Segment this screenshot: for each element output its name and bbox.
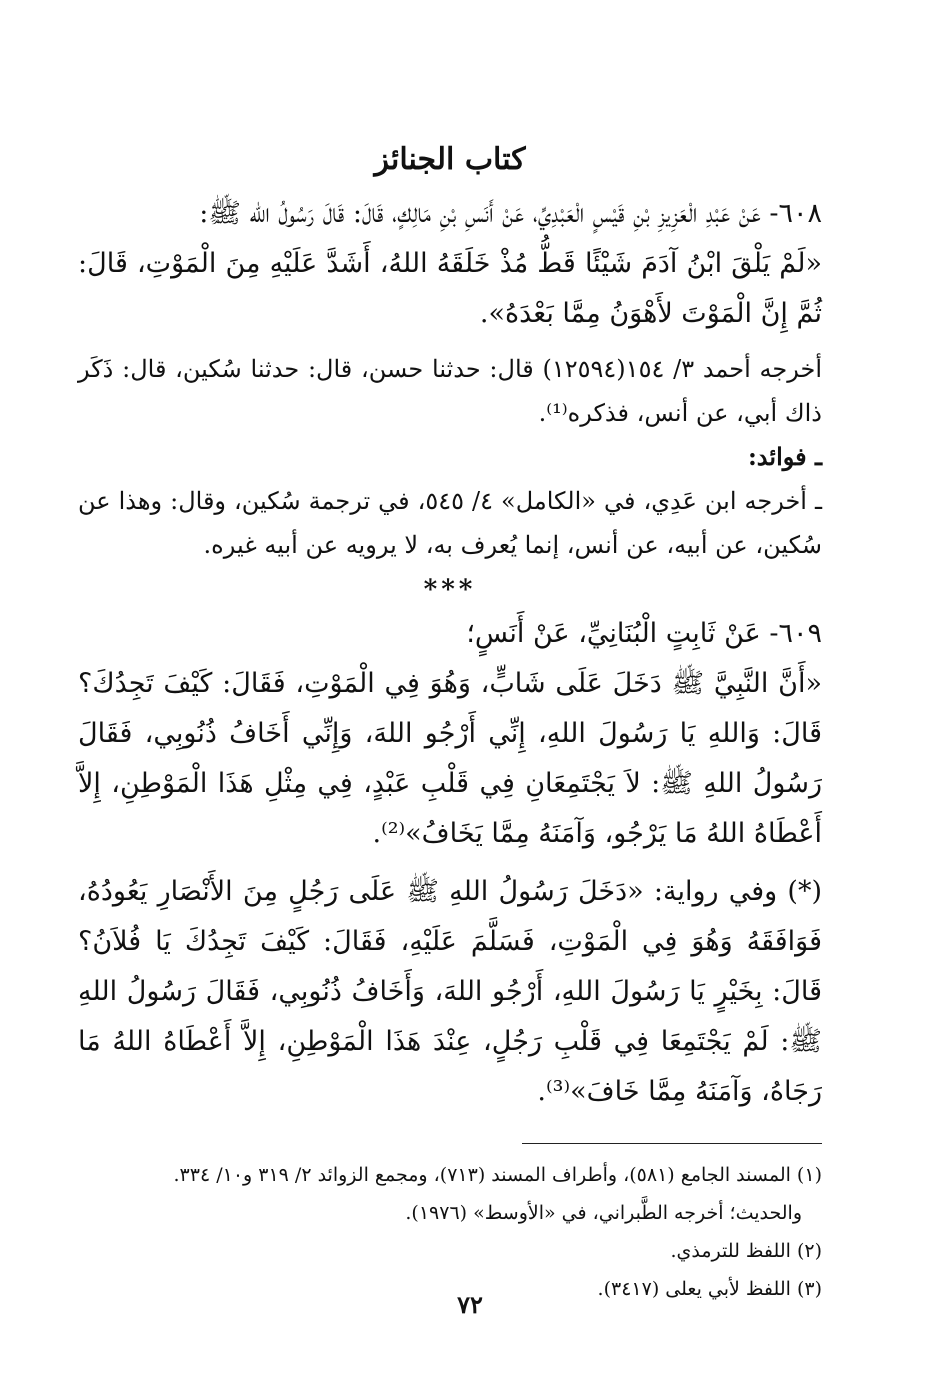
- footnote-2: (٢) اللفظ للترمذي.: [670, 1240, 822, 1262]
- fawaid-text: ـ أخرجه ابن عَدِي، في «الكامل» ٤/ ٥٤٥، في ترجمة سُكين، وقال: وهذا عن سُكين، عن أبيه، عن أنس، إنما يُعرف به، لا يرويه عن أبيه غيره.: [78, 487, 822, 559]
- hadith-609-intro: ٦٠٩- عَنْ ثَابِتٍ الْبُنَانِيِّ، عَنْ أَنَسٍ؛: [466, 618, 822, 649]
- footnote-1-continued: والحديث؛ أخرجه الطَّبراني، في «الأوسط» (١٩٧٦).: [405, 1202, 802, 1224]
- page-number: ٧٢: [457, 1290, 483, 1319]
- footnotes: [78, 1156, 822, 1308]
- footnote-1: (١) المسند الجامع (٥٨١)، وأطراف المسند (٧١٣)، ومجمع الزوائد ٢/ ٣١٩ و١٠/ ٣٣٤.: [173, 1164, 822, 1186]
- chapter-title: كتاب الجنائز: [374, 142, 526, 177]
- section-separator: ***: [423, 575, 477, 605]
- footnote-3: (٣) اللفظ لأبي يعلى (٣٤١٧).: [597, 1278, 822, 1300]
- hadith-609-text: «أَنَّ النَّبِيَّ ﷺ دَخَلَ عَلَى شَابٍّ، وَهُوَ فِي الْمَوْتِ، فَقَالَ: كَيْفَ تَجِدُكَ؟ قَالَ: وَاللهِ يَا رَسُولَ اللهِ، إِنِّي أَرْجُو اللهَ، وَإِنِّي أَخَافُ ذُنُوبِي، فَقَالَ رَسُولُ اللهِ ﷺ: لاَ يَجْتَمِعَانِ فِي قَلْبِ عَبْدٍ، فِي مِثْلِ هَذَا الْمَوْطِنِ، إِلاَّ أَعْطَاهُ اللهُ مَا يَرْجُو، وَآمَنَهُ مِمَّا يَخَافُ»⁽²⁾.: [78, 668, 822, 849]
- hadith-608-takhrij: أخرجه أحمد ٣/ ١٥٤(١٢٥٩٤) قال: حدثنا حسن، قال: حدثنا سُكين، قال: ذَكَر ذاك أبي، عن أنس، فذكره⁽¹⁾.: [78, 355, 822, 427]
- hadith-609-riwaya: (*) وفي رواية: «دَخَلَ رَسُولُ اللهِ ﷺ عَلَى رَجُلٍ مِنَ الأَنْصَارِ يَعُودُهُ، فَوَافَقَهُ وَهُوَ فِي الْمَوْتِ، فَسَلَّمَ عَلَيْهِ، فَقَالَ: كَيْفَ تَجِدُكَ يَا فُلاَنُ؟ قَالَ: بِخَيْرٍ يَا رَسُولَ اللهِ، أَرْجُو اللهَ، وَأَخَافُ ذُنُوبِي، فَقَالَ رَسُولُ اللهِ ﷺ: لَمْ يَجْتَمِعَا فِي قَلْبِ رَجُلٍ، عِنْدَ هَذَا الْمَوْطِنِ، إِلاَّ أَعْطَاهُ اللهُ مَا رَجَاهُ، وَآمَنَهُ مِمَّا خَافَ»⁽³⁾.: [78, 876, 822, 1107]
- hadith-608-intro: ٦٠٨- عَنْ عَبْدِ الْعَزِيزِ بْنِ قَيْسٍ الْعَبْدِيِّ، عَنْ أَنَسِ بْنِ مَالِكٍ، قَالَ: قَالَ رَسُولُ الله ﷺ:: [199, 198, 822, 229]
- fawaid-heading: ـ فوائد:: [747, 442, 822, 471]
- footnote-divider: [522, 1143, 822, 1144]
- hadith-608-text: «لَمْ يَلْقَ ابْنُ آدَمَ شَيْئًا قَطُّ مُذْ خَلَقَهُ اللهُ، أَشَدَّ عَلَيْهِ مِنَ الْمَوْتِ، قَالَ: ثُمَّ إِنَّ الْمَوْتَ لأَهْوَنُ مِمَّا بَعْدَهُ».: [78, 248, 822, 329]
